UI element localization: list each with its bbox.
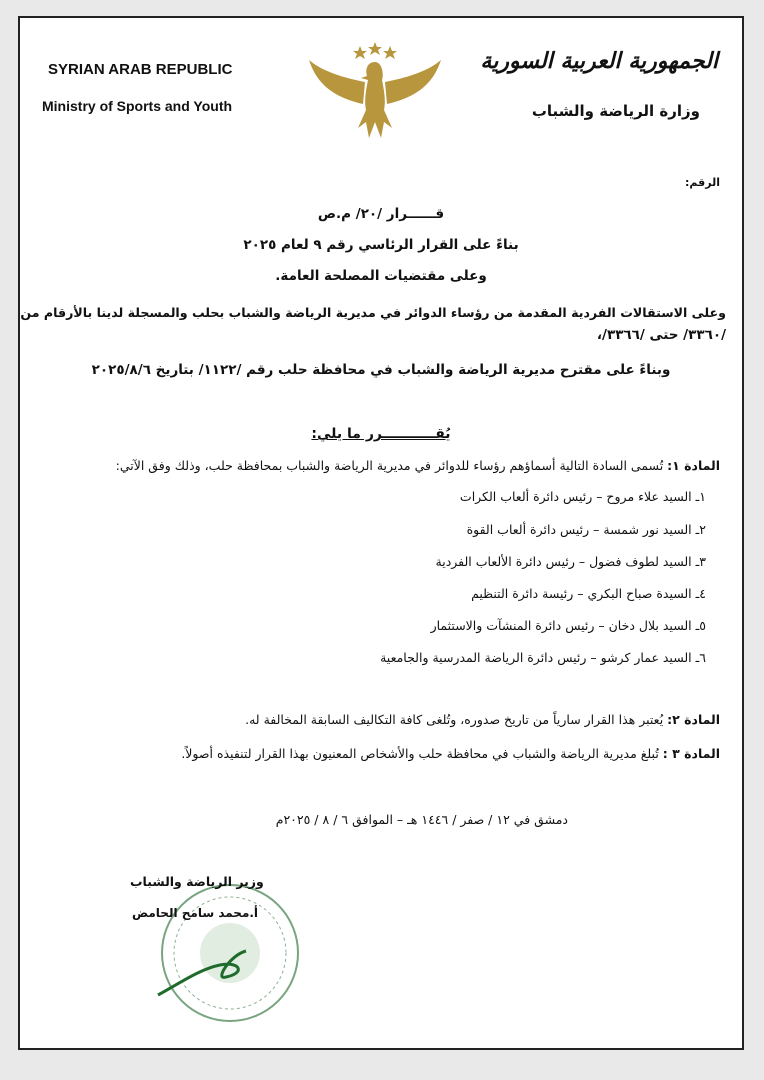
article-2-label: المادة ٢: [667,712,720,727]
header-ministry-en: Ministry of Sports and Youth [42,98,233,114]
article-2-text: يُعتبر هذا القرار سارياً من تاريخ صدوره، وتُلغى كافة التكاليف السابقة المخالفة له. [245,712,664,727]
article-1 [116,458,720,473]
signature-title: وزير الرياضة والشباب [130,874,264,889]
preamble-line: /٣٣٦٠/ حتى /٣٣٦٦/، [596,327,726,343]
preamble-line: وبناءً على مقترح مديرية الرياضة والشباب في محافظة حلب رقم /١١٢٢/ بتاريخ ٢٠٢٥/٨/٦ [91,362,671,378]
list-item: ٥ـ السيد بلال دخان – رئيس دائرة المنشآت والاستثمار [430,618,706,633]
decision-title: قــــــرار /٢٠/ م.ص [317,206,445,222]
article-3-label: المادة ٣ : [662,746,720,761]
header-country-ar: الجمهورية العربية السورية [480,48,718,74]
article-3-text: تُبلغ مديرية الرياضة والشباب في محافظة حلب والأشخاص المعنيون بهذا القرار لتنفيذه أصولاً. [181,746,659,761]
article-2 [245,712,720,727]
header-ministry-ar: وزارة الرياضة والشباب [531,102,700,120]
date-line: دمشق في ١٢ / صفر / ١٤٤٦ هـ – الموافق ٦ / ٨ / ٢٠٢٥م [275,812,568,827]
preamble-line: وعلى مقتضيات المصلحة العامة. [275,268,487,284]
article-3 [181,746,720,761]
header-country-en: SYRIAN ARAB REPUBLIC [48,61,233,78]
decides-heading: يُقـــــــــــرر ما يلي: [311,426,451,442]
list-item: ٤ـ السيدة صباح البكري – رئيسة دائرة التنظيم [471,586,706,601]
list-item: ٦ـ السيد عمار كرشو – رئيس دائرة الرياضة المدرسية والجامعية [380,650,706,665]
preamble-line: بناءً على القرار الرئاسي رقم ٩ لعام ٢٠٢٥ [243,237,519,253]
list-item: ٢ـ السيد نور شمسة – رئيس دائرة ألعاب القوة [466,522,706,537]
article-1-text: تُسمى السادة التالية أسماؤهم رؤساء للدوائر في مديرية الرياضة والشباب بمحافظة حلب، وذلك وفق الآتي: [115,458,664,473]
document-page [18,16,744,1050]
signature-name: أ.محمد سامح الحامض [132,906,259,920]
eagle-emblem-icon [305,38,445,146]
article-1-label: المادة ١: [667,458,720,473]
official-stamp-icon [150,873,300,1023]
list-item: ٣ـ السيد لطوف فضول – رئيس دائرة الألعاب الفردية [435,554,706,569]
preamble-line: وعلى الاستقالات الفردية المقدمة من رؤساء الدوائر في مديرية الرياضة والشباب بحلب والمسجلة لدينا بالأرقام من [20,305,726,320]
number-label: الرقم: [685,176,720,189]
list-item: ١ـ السيد علاء مروح – رئيس دائرة ألعاب الكرات [459,489,706,504]
